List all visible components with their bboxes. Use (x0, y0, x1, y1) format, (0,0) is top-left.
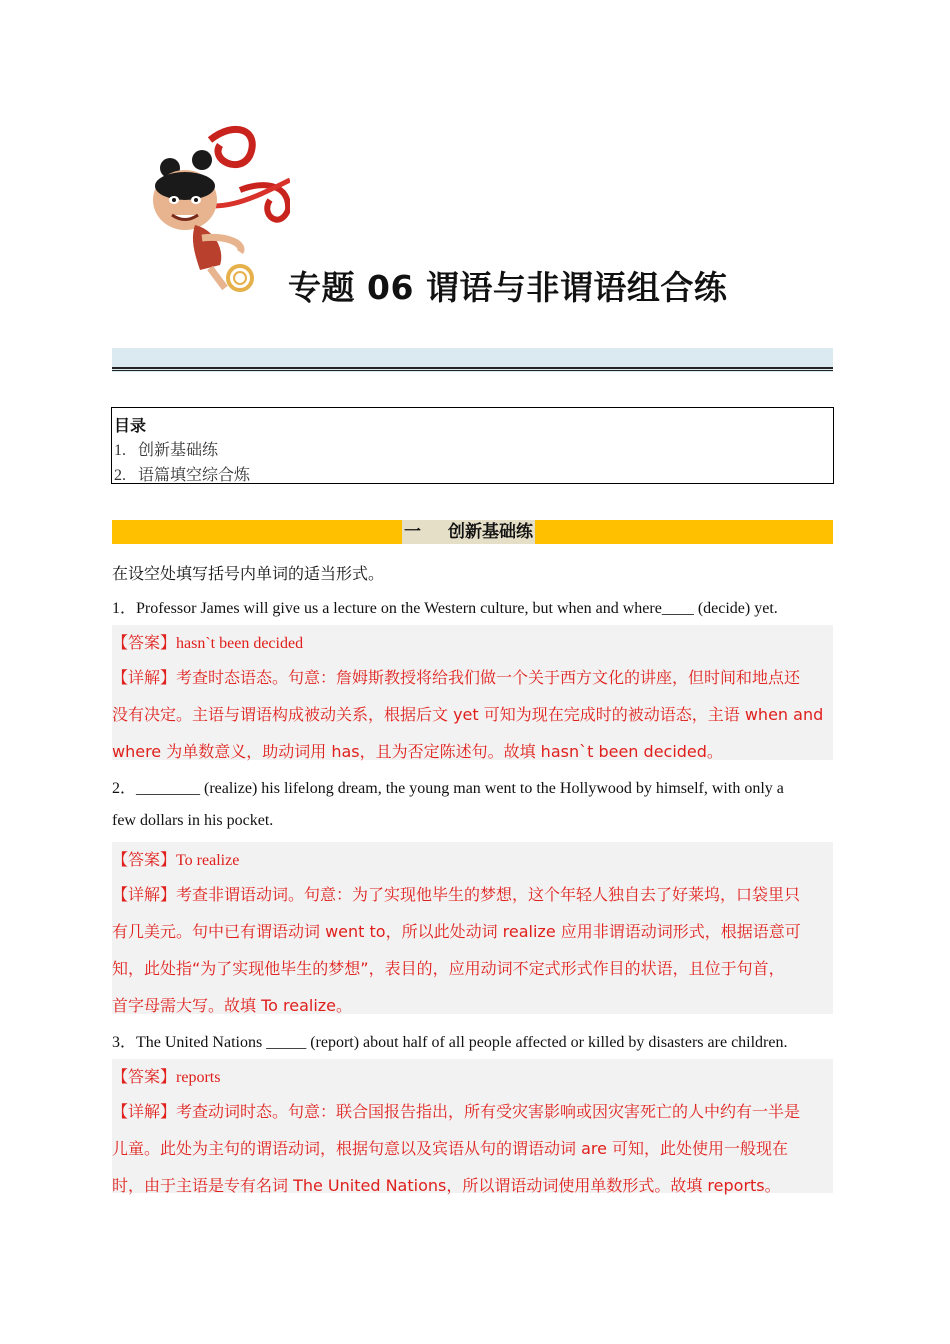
toc-item[interactable]: 1. 创新基础练 (114, 440, 219, 459)
toc-title: 目录 (114, 416, 147, 435)
answer-block (112, 625, 833, 760)
question-text: 1．Professor James will give us a lecture on the Western culture, but when and where____ (decide) yet. (112, 600, 778, 617)
detail-line: 首字母需大写。故填 To realize。 (112, 996, 353, 1015)
answer-line: 【答案】To realize (112, 850, 240, 869)
answer-line: 【答案】hasn`t been decided (112, 633, 304, 652)
instruction-text: 在设空处填写括号内单词的适当形式。 (112, 564, 385, 583)
question-text: 2．________ (realize) his lifelong dream, the young man went to the Hollywood by himself, with only a (112, 780, 784, 797)
detail-line: 【详解】考查时态语态。句意：詹姆斯教授将给我们做一个关于西方文化的讲座，但时间和地点还 (112, 668, 801, 687)
detail-line: 时，由于主语是专有名词 The United Nations，所以谓语动词使用单数形式。故填 reports。 (112, 1176, 781, 1195)
title-banner (112, 348, 833, 372)
answer-line: 【答案】reports (112, 1067, 221, 1086)
detail-line: 有几美元。句中已有谓语动词 went to，所以此处动词 realize 应用非谓语动词形式，根据语意可 (112, 922, 801, 941)
section-header-bar (112, 520, 833, 544)
detail-line: 【详解】考查动词时态。句意：联合国报告指出，所有受灾害影响或因灾害死亡的人中约有一半是 (112, 1102, 801, 1121)
document-title: 专题 06 谓语与非谓语组合练 (288, 268, 728, 307)
question-text: few dollars in his pocket. (112, 812, 274, 829)
divider (112, 370, 833, 371)
answer-block (112, 842, 833, 1014)
toc-item[interactable]: 2. 语篇填空综合炼 (114, 465, 251, 484)
detail-line: 没有决定。主语与谓语构成被动关系，根据后文 yet 可知为现在完成时的被动语态，主语 when and (112, 705, 824, 724)
answer-block (112, 1059, 833, 1193)
table-of-contents (111, 407, 834, 484)
detail-line: 知，此处指“为了实现他毕生的梦想”，表目的，应用动词不定式形式作目的状语，且位于句首， (112, 959, 785, 978)
detail-line: where 为单数意义，助动词用 has，且为否定陈述句。故填 hasn`t been decided。 (112, 742, 723, 761)
detail-line: 【详解】考查非谓语动词。句意：为了实现他毕生的梦想，这个年轻人独自去了好莱坞，口袋里只 (112, 885, 801, 904)
divider (112, 367, 833, 369)
mascot-illustration (140, 120, 290, 305)
section-heading: 一 创新基础练 (404, 522, 533, 542)
detail-line: 儿童。此处为主句的谓语动词，根据句意以及宾语从句的谓语动词 are 可知，此处使用一般现在 (112, 1139, 789, 1158)
question-text: 3．The United Nations _____ (report) about half of all people affected or killed by disasters are children. (112, 1034, 788, 1051)
